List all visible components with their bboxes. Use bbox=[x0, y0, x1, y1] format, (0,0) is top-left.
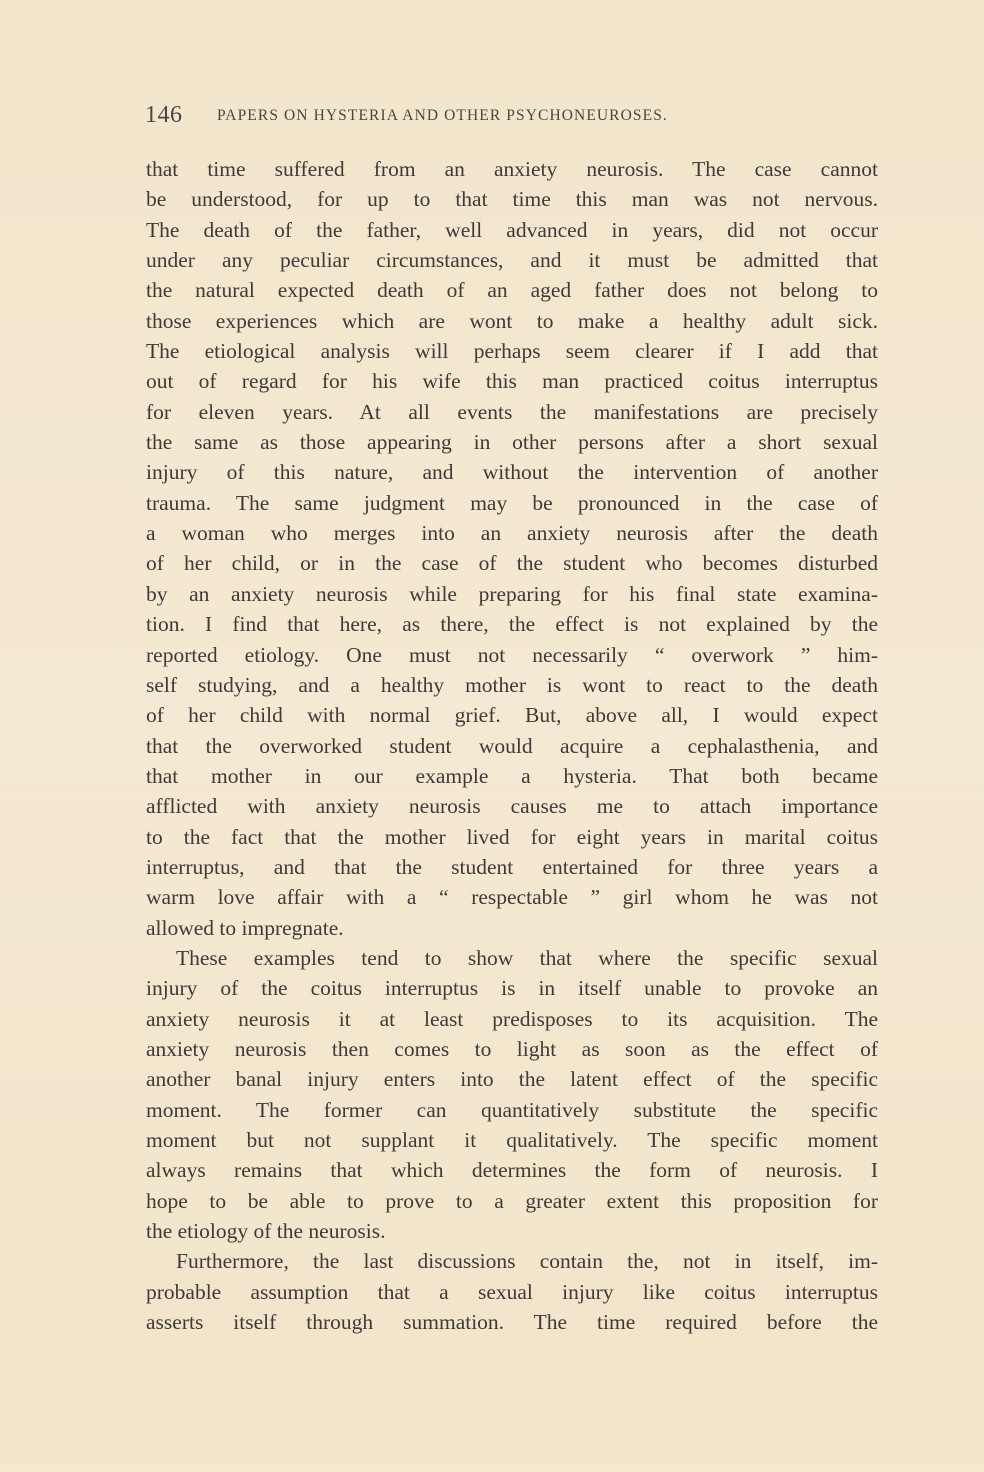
text-line: the same as those appearing in other persons after a short sexual bbox=[146, 430, 878, 455]
text-line: warm love affair with a “ respectable ” girl whom he was not bbox=[146, 885, 878, 910]
text-line: The death of the father, well advanced in years, did not occur bbox=[146, 217, 878, 242]
text-line: reported etiology. One must not necessarily “ overwork ” him- bbox=[146, 642, 878, 667]
text-line: of her child, or in the case of the student who becomes disturbed bbox=[146, 551, 878, 576]
text-line: injury of the coitus interruptus is in itself unable to provoke an bbox=[146, 976, 878, 1001]
text-line: always remains that which determines the form of neurosis. I bbox=[146, 1158, 878, 1183]
text-line: a woman who merges into an anxiety neurosis after the death bbox=[146, 521, 878, 546]
text-line: hope to be able to prove to a greater extent this proposition for bbox=[146, 1188, 878, 1213]
text-line: These examples tend to show that where the specific sexual bbox=[176, 945, 878, 970]
text-line: another banal injury enters into the latent effect of the specific bbox=[146, 1067, 878, 1092]
text-line: interruptus, and that the student entertained for three years a bbox=[146, 854, 878, 879]
text-line: probable assumption that a sexual injury like coitus interruptus bbox=[146, 1279, 878, 1304]
text-line: injury of this nature, and without the intervention of another bbox=[146, 460, 878, 485]
text-line: for eleven years. At all events the manifestations are precisely bbox=[146, 399, 878, 424]
page-number: 146 bbox=[145, 102, 183, 128]
text-line: those experiences which are wont to make a healthy adult sick. bbox=[146, 308, 878, 333]
text-line: under any peculiar circumstances, and it must be admitted that bbox=[146, 248, 878, 273]
paragraph-1 bbox=[146, 154, 878, 943]
paragraph-2 bbox=[146, 943, 878, 1246]
text-line: by an anxiety neurosis while preparing for his final state examina- bbox=[146, 581, 878, 606]
text-line: be understood, for up to that time this man was not nervous. bbox=[146, 187, 878, 212]
text-line: that mother in our example a hysteria. That both became bbox=[146, 763, 878, 788]
text-line: Furthermore, the last discussions contain the, not in itself, im- bbox=[176, 1249, 878, 1274]
paragraph-3 bbox=[146, 1246, 878, 1337]
text-line: anxiety neurosis it at least predisposes to its acquisition. The bbox=[146, 1006, 878, 1031]
text-line: tion. I find that here, as there, the effect is not explained by the bbox=[146, 612, 878, 637]
text-line: allowed to impregnate. bbox=[146, 915, 344, 940]
text-line: the natural expected death of an aged father does not belong to bbox=[146, 278, 878, 303]
running-head-title: PAPERS ON HYSTERIA AND OTHER PSYCHONEUROSES. bbox=[217, 107, 668, 124]
text-line: that time suffered from an anxiety neurosis. The case cannot bbox=[146, 157, 878, 181]
text-line: of her child with normal grief. But, above all, I would expect bbox=[146, 703, 878, 728]
running-head bbox=[145, 100, 845, 130]
body-text bbox=[146, 154, 878, 1337]
text-line: moment. The former can quantitatively substitute the specific bbox=[146, 1097, 878, 1122]
text-line: trauma. The same judgment may be pronounced in the case of bbox=[146, 490, 878, 515]
text-line: that the overworked student would acquire a cephalasthenia, and bbox=[146, 733, 878, 758]
text-line: anxiety neurosis then comes to light as soon as the effect of bbox=[146, 1036, 878, 1061]
text-line: the etiology of the neurosis. bbox=[146, 1219, 386, 1244]
text-line: asserts itself through summation. The time required before the bbox=[146, 1310, 878, 1335]
page-bottom-edge bbox=[0, 1464, 984, 1472]
text-line: afflicted with anxiety neurosis causes me to attach importance bbox=[146, 794, 878, 819]
text-line: out of regard for his wife this man practiced coitus interruptus bbox=[146, 369, 878, 394]
text-line: self studying, and a healthy mother is wont to react to the death bbox=[146, 672, 878, 697]
text-line: The etiological analysis will perhaps seem clearer if I add that bbox=[146, 339, 878, 364]
text-line: to the fact that the mother lived for eight years in marital coitus bbox=[146, 824, 878, 849]
text-line: moment but not supplant it qualitatively. The specific moment bbox=[146, 1128, 878, 1152]
